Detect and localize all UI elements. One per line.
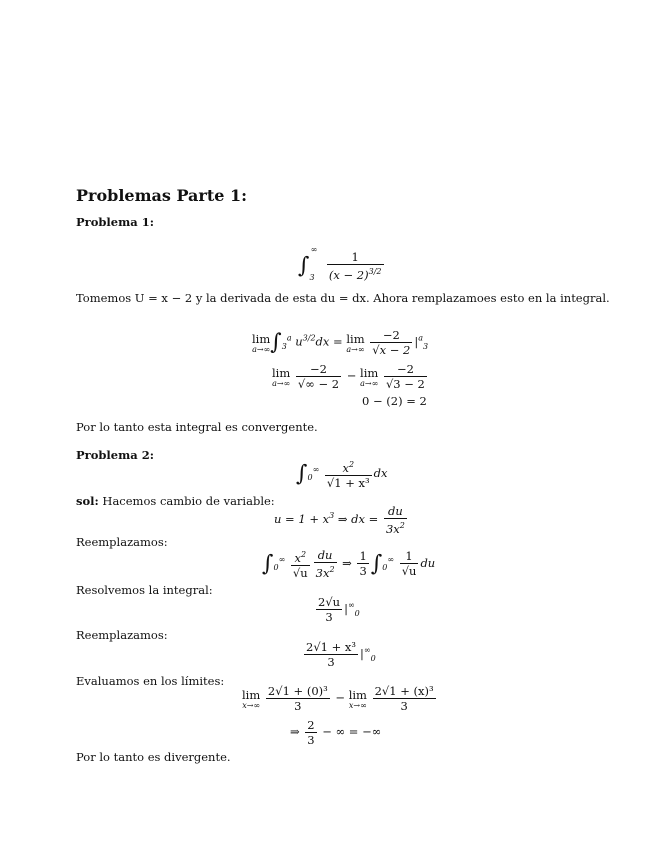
problem-2-back-substitution: $\frac{\text{2√1 + x³}}{3}$ $|^\infty_0$	[306, 640, 376, 669]
problem-2-result: ⇒ $\frac{2}{3}$ − ∞ = −∞	[290, 718, 382, 747]
problem-2-reemplazamos-2: Reemplazamos:	[76, 628, 168, 642]
problem-1-heading: Problema 1:	[76, 215, 154, 229]
problem-2-evaluamos: Evaluamos en los límites:	[76, 674, 225, 688]
problem-1-eq-line-1: lim a→∞ $\int_3^a$ $u^{3/2}dx = \lim$ a→∞ $\frac{-2}{√x - 2}$ $|^a_3$	[252, 328, 429, 357]
problem-2-substitution: $u = 1 + x^3$ ⇒ dx = $\frac{du}{3x^2}$	[274, 504, 405, 536]
problem-1-conclusion: Por lo tanto esta integral es convergente.	[76, 420, 318, 434]
problem-1-eq-line-3: 0 − (2) = 2	[362, 394, 427, 408]
problem-2-reemplazo-eq: $\int_0^\infty$ $\frac{x^2}{√u}$ $\frac{du}{3x^2}$ ⇒ $\frac{1}{3}$ $\int_0^\infty$ $\frac{1}{√u}$ du	[262, 548, 436, 580]
problem-2-integral: $\int_0^\infty$ $\frac{x^2}{\text{√1 + x³}}$ dx	[296, 460, 388, 490]
problem-2-reemplazamos-1: Reemplazamos:	[76, 535, 168, 549]
problem-2-sol: sol: Hacemos cambio de variable:	[76, 494, 275, 508]
problem-2-resolvemos: Resolvemos la integral:	[76, 583, 213, 597]
problem-1-eq-line-2: lim a→∞ $\frac{-2}{√\infty - 2}$ − lim a→∞ $\frac{-2}{√3 - 2}$	[272, 362, 425, 391]
page-title: Problemas Parte 1:	[76, 186, 248, 205]
problem-2-limits-eq: lim x→∞ $\frac{\text{2√1 + (0)³}}{3}$ − lim x→∞ $\frac{\text{2√1 + (x)³}}{3}$	[242, 684, 434, 713]
problem-2-antiderivative: $\frac{2√u}{3}$ $|^\infty_0$	[318, 595, 360, 624]
problem-2-heading: Problema 2:	[76, 448, 154, 462]
problem-1-explanation: Tomemos U = x − 2 y la derivada de esta du = dx. Ahora remplazamoes esto en la integral.	[76, 291, 610, 305]
problem-2-conclusion: Por lo tanto es divergente.	[76, 750, 231, 764]
problem-1-integral: $\int_3^\infty$ $\frac{1}{(x - 2)^{3/2}}$	[298, 245, 382, 283]
